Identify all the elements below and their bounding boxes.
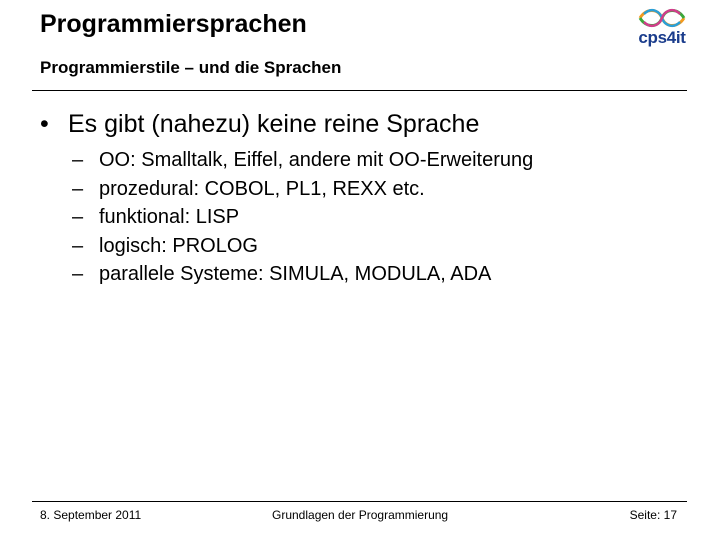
sub-bullet-item xyxy=(72,203,533,232)
sub-bullet-item xyxy=(72,232,533,261)
sub-bullet-text: funktional: LISP xyxy=(99,206,240,228)
main-bullet-text: Es gibt (nahezu) keine reine Sprache xyxy=(68,110,480,138)
footer-divider xyxy=(32,501,687,502)
logo-rings-icon xyxy=(632,6,692,30)
bullet-marker: • xyxy=(40,110,49,138)
sub-bullet-marker: – xyxy=(72,234,84,257)
sub-bullet-item xyxy=(72,260,533,289)
sub-bullet-marker: – xyxy=(72,177,84,200)
sub-bullet-text: OO: Smalltalk, Eiffel, andere mit OO-Erweiterung xyxy=(99,149,534,171)
footer-title: Grundlagen der Programmierung xyxy=(272,508,449,522)
sub-bullet-marker: – xyxy=(72,263,84,285)
cps4it-logo xyxy=(632,6,692,50)
sub-bullet-item xyxy=(72,146,533,175)
main-bullet xyxy=(40,109,479,139)
slide-subtitle: Programmierstile – und die Sprachen xyxy=(40,58,342,77)
sub-bullet-text: prozedural: COBOL, PL1, REXX etc. xyxy=(99,177,425,200)
footer-date: 8. September 2011 xyxy=(40,508,142,522)
footer-page-number: Seite: 17 xyxy=(629,508,677,522)
sub-bullet-marker: – xyxy=(72,206,84,228)
logo-text: cps4it xyxy=(638,28,686,47)
slide-title: Programmiersprachen xyxy=(40,10,307,38)
sub-bullet-text: parallele Systeme: SIMULA, MODULA, ADA xyxy=(99,263,492,285)
sub-bullet-marker: – xyxy=(72,149,84,171)
header-divider xyxy=(32,90,687,91)
sub-bullet-item xyxy=(72,175,533,204)
sub-bullet-text: logisch: PROLOG xyxy=(99,234,258,257)
sub-bullet-list xyxy=(72,146,533,289)
